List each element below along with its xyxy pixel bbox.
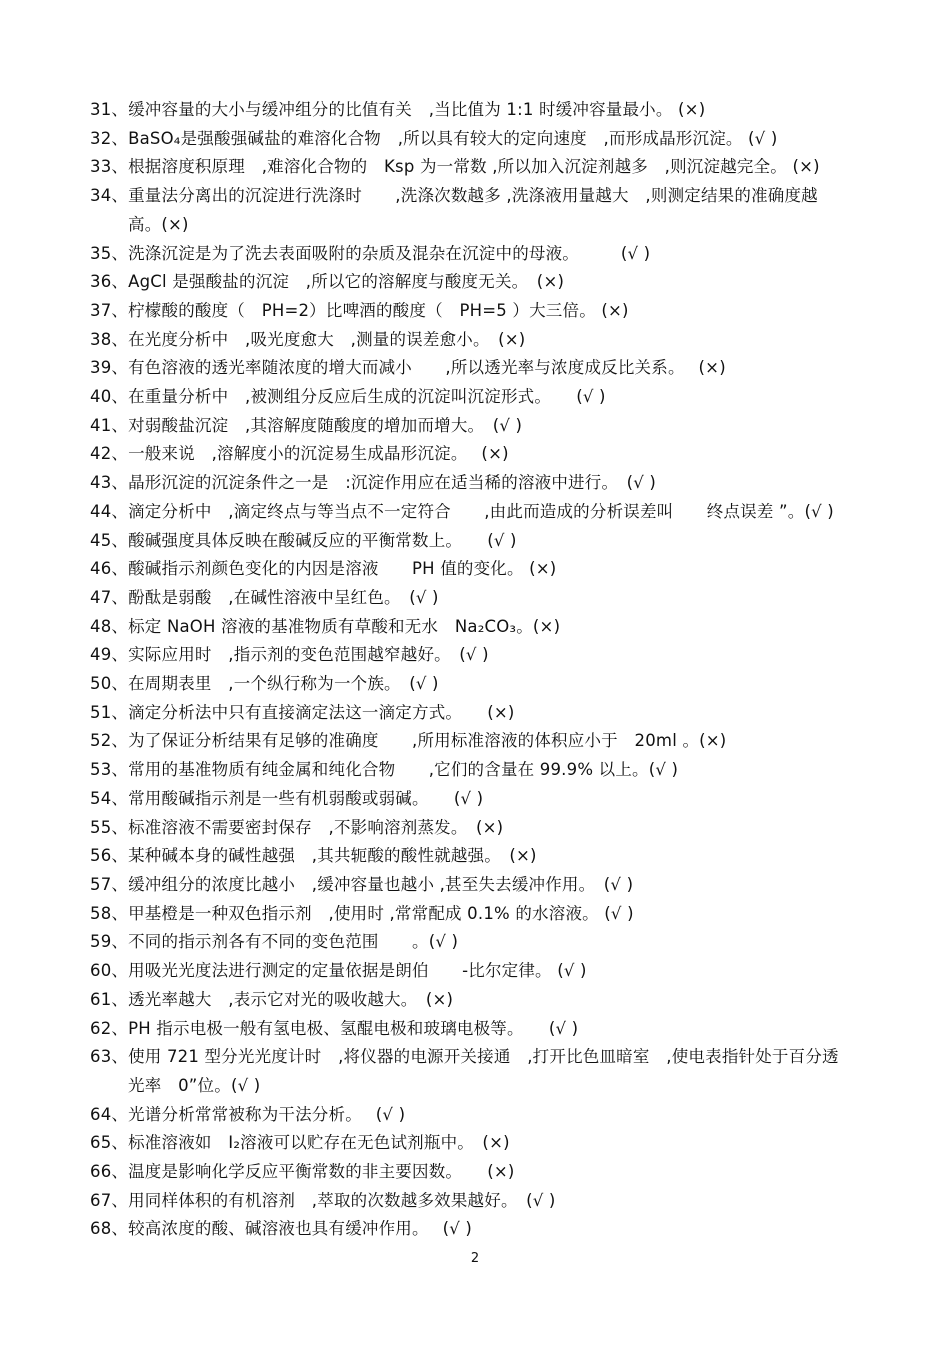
question-text-continuation: 高。(×)	[128, 214, 189, 234]
question-list	[90, 96, 860, 1244]
question-item	[90, 1187, 860, 1216]
question-text: 41、对弱酸盐沉淀 ,其溶解度随酸度的增加而增大。 (√ )	[90, 415, 523, 435]
question-text: 55、标准溶液不需要密封保存 ,不影响溶剂蒸发。 (×)	[90, 817, 504, 837]
question-item	[90, 326, 860, 355]
question-item	[90, 383, 860, 412]
question-item	[90, 900, 860, 929]
question-text: 61、透光率越大 ,表示它对光的吸收越大。 (×)	[90, 989, 454, 1009]
question-text: 57、缓冲组分的浓度比越小 ,缓冲容量也越小 ,甚至失去缓冲作用。 (√ )	[90, 874, 634, 894]
question-text: 52、为了保证分析结果有足够的准确度 ,所用标准溶液的体积应小于 20ml 。(×)	[90, 731, 727, 751]
question-text: 43、晶形沉淀的沉淀条件之一是 :沉淀作用应在适当稀的溶液中进行。 (√ )	[90, 473, 657, 493]
question-text: 42、一般来说 ,溶解度小的沉淀易生成晶形沉淀。 (×)	[90, 444, 509, 464]
question-text: 62、PH 指示电极一般有氢电极、氢醌电极和玻璃电极等。 (√ )	[90, 1018, 579, 1038]
question-text: 45、酸碱强度具体反映在酸碱反应的平衡常数上。 (√ )	[90, 530, 517, 550]
question-item	[90, 527, 860, 556]
question-text: 56、某种碱本身的碱性越强 ,其共轭酸的酸性就越强。 (×)	[90, 846, 537, 866]
question-text: 68、较高浓度的酸、碱溶液也具有缓冲作用。 (√ )	[90, 1219, 473, 1239]
question-item	[90, 555, 860, 584]
question-text: 66、温度是影响化学反应平衡常数的非主要因数。 (×)	[90, 1162, 515, 1182]
question-item	[90, 125, 860, 154]
question-item	[90, 670, 860, 699]
question-item	[90, 240, 860, 269]
question-item	[90, 1129, 860, 1158]
question-item	[90, 354, 860, 383]
question-text: 35、洗涤沉淀是为了洗去表面吸附的杂质及混杂在沉淀中的母液。 (√ )	[90, 243, 651, 263]
question-text: 46、酸碱指示剂颜色变化的内因是溶液 PH 值的变化。 (×)	[90, 559, 557, 579]
question-text: 49、实际应用时 ,指示剂的变色范围越窄越好。 (√ )	[90, 645, 489, 665]
question-text: 59、不同的指示剂各有不同的变色范围 。(√ )	[90, 932, 459, 952]
question-item	[90, 785, 860, 814]
question-item	[90, 96, 860, 125]
question-item	[90, 297, 860, 326]
question-text: 37、柠檬酸的酸度（ PH=2）比啤酒的酸度（ PH=5 ）大三倍。 (×)	[90, 300, 629, 320]
question-item	[90, 1015, 860, 1044]
question-text: 44、滴定分析中 ,滴定终点与等当点不一定符合 ,由此而造成的分析误差叫 终点误差 ”。(√ )	[90, 501, 834, 521]
question-text: 39、有色溶液的透光率随浓度的增大而减小 ,所以透光率与浓度成反比关系。 (×)	[90, 358, 726, 378]
question-item	[90, 986, 860, 1015]
question-text: 64、光谱分析常常被称为干法分析。 (√ )	[90, 1104, 406, 1124]
question-item	[90, 699, 860, 728]
question-item	[90, 928, 860, 957]
question-item	[90, 842, 860, 871]
question-text: 33、根据溶度积原理 ,难溶化合物的 Ksp 为一常数 ,所以加入沉淀剂越多 ,则沉淀越完全。 (×)	[90, 157, 820, 177]
question-text: 51、滴定分析法中只有直接滴定法这一滴定方式。 (×)	[90, 702, 515, 722]
question-item	[90, 182, 860, 239]
question-text: 34、重量法分离出的沉淀进行洗涤时 ,洗涤次数越多 ,洗涤液用量越大 ,则测定结果的准确度越	[90, 186, 818, 206]
question-text: 32、BaSO₄是强酸强碱盐的难溶化合物 ,所以具有较大的定向速度 ,而形成晶形沉淀。 (√ )	[90, 128, 778, 148]
question-item	[90, 756, 860, 785]
question-item	[90, 584, 860, 613]
question-item	[90, 153, 860, 182]
question-text: 40、在重量分析中 ,被测组分反应后生成的沉淀叫沉淀形式。 (√ )	[90, 387, 606, 407]
question-item	[90, 641, 860, 670]
question-item	[90, 613, 860, 642]
question-item	[90, 469, 860, 498]
question-text: 50、在周期表里 ,一个纵行称为一个族。 (√ )	[90, 674, 439, 694]
question-text: 65、标准溶液如 I₂溶液可以贮存在无色试剂瓶中。 (×)	[90, 1133, 510, 1153]
question-item	[90, 814, 860, 843]
question-item	[90, 412, 860, 441]
question-text: 58、甲基橙是一种双色指示剂 ,使用时 ,常常配成 0.1% 的水溶液。 (√ )	[90, 903, 634, 923]
question-text: 36、AgCl 是强酸盐的沉淀 ,所以它的溶解度与酸度无关。 (×)	[90, 272, 565, 292]
question-item	[90, 440, 860, 469]
question-text-continuation: 光率 0”位。(√ )	[128, 1075, 261, 1095]
question-text: 38、在光度分析中 ,吸光度愈大 ,测量的误差愈小。 (×)	[90, 329, 526, 349]
question-text: 48、标定 NaOH 溶液的基准物质有草酸和无水 Na₂CO₃。(×)	[90, 616, 561, 636]
question-item	[90, 1101, 860, 1130]
question-item	[90, 957, 860, 986]
question-text: 47、酚酞是弱酸 ,在碱性溶液中呈红色。 (√ )	[90, 587, 439, 607]
question-text: 31、缓冲容量的大小与缓冲组分的比值有关 ,当比值为 1:1 时缓冲容量最小。 (×)	[90, 100, 706, 119]
page-number: 2	[470, 1251, 480, 1266]
question-text: 60、用吸光光度法进行测定的定量依据是朗伯 -比尔定律。 (√ )	[90, 961, 587, 981]
question-item	[90, 268, 860, 297]
question-item	[90, 1215, 860, 1244]
question-item	[90, 871, 860, 900]
question-item	[90, 1043, 860, 1100]
question-text: 54、常用酸碱指示剂是一些有机弱酸或弱碱。 (√ )	[90, 788, 484, 808]
question-item	[90, 498, 860, 527]
question-item	[90, 1158, 860, 1187]
question-text: 53、常用的基准物质有纯金属和纯化合物 ,它们的含量在 99.9% 以上。(√ )	[90, 760, 679, 780]
question-text: 67、用同样体积的有机溶剂 ,萃取的次数越多效果越好。 (√ )	[90, 1190, 556, 1210]
question-text: 63、使用 721 型分光光度计时 ,将仪器的电源开关接通 ,打开比色皿暗室 ,使电表指针处于百分透	[90, 1047, 839, 1067]
question-item	[90, 727, 860, 756]
